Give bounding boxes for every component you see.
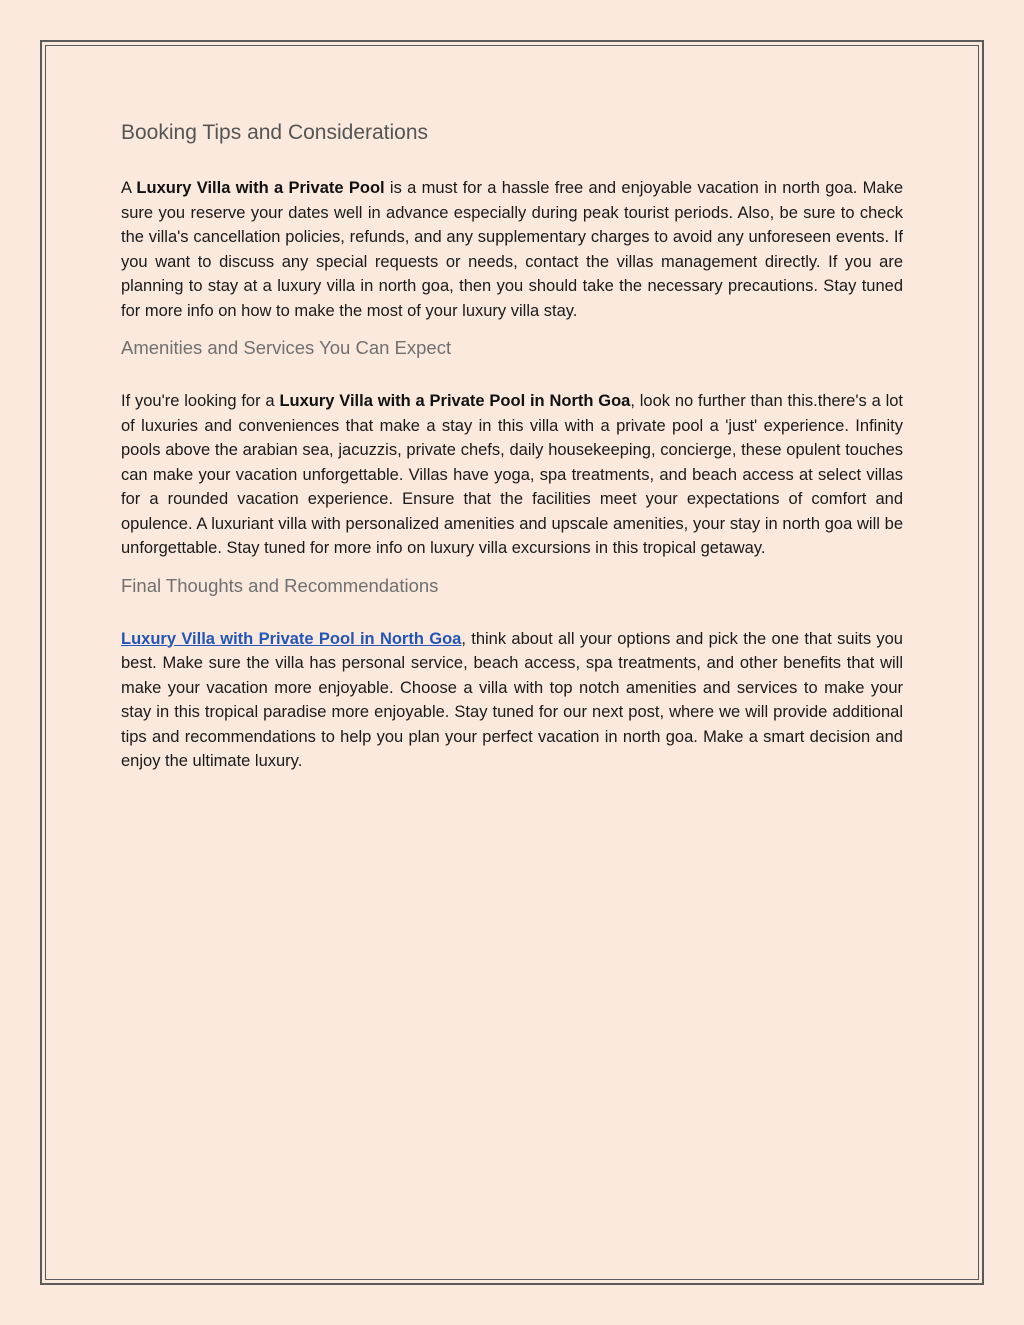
- bold-keyword: Luxury Villa with a Private Pool: [136, 179, 385, 197]
- paragraph-amenities: [121, 389, 903, 561]
- paragraph-text: , look no further than this.there's a lot of luxuries and conveniences that make a stay in this villa with a private pool a 'just' experience. Infinity pools above the arabian sea, jacuzzis, private chefs, daily housekeeping, concierge, these opulent touches can make your vacation unforgettable. Villas have yoga, spa treatments, and beach access at select villas for a rounded vacation experience. Ensure that the facilities meet your expectations of comfort and opulence. A luxuriant villa with personalized amenities and upscale amenities, your stay in north goa will be unforgettable. Stay tuned for more info on luxury villa excursions in this tropical getaway.: [121, 392, 903, 557]
- section-heading-amenities: Amenities and Services You Can Expect: [121, 337, 452, 358]
- paragraph-text: A: [121, 179, 137, 197]
- paragraph-booking-tips: [121, 176, 903, 323]
- bold-keyword: Luxury Villa with a Private Pool in North Goa: [279, 392, 631, 410]
- paragraph-text: If you're looking for a: [121, 392, 280, 410]
- paragraph-text: is a must for a hassle free and enjoyable vacation in north goa. Make sure you reserve your dates well in advance especially during peak tourist periods. Also, be sure to check the villa's cancellation policies, refunds, and any supplementary charges to avoid any unforeseen events. If you want to discuss any special requests or needs, contact the villas management directly. If you are planning to stay at a luxury villa in north goa, then you should take the necessary precautions. Stay tuned for more info on how to make the most of your luxury villa stay.: [121, 179, 903, 320]
- villa-link[interactable]: Luxury Villa with Private Pool in North Goa: [121, 629, 462, 648]
- paragraph-text: , think about all your options and pick the one that suits you best. Make sure the villa has personal service, beach access, spa treatments, and other benefits that will make your vacation more enjoyable. Choose a villa with top notch amenities and services to make your stay in this tropical paradise more enjoyable. Stay tuned for our next post, where we will provide additional tips and recommendations to help you plan your perfect vacation in north goa. Make a smart decision and enjoy the ultimate luxury.: [121, 629, 903, 770]
- section-heading-final-thoughts: Final Thoughts and Recommendations: [121, 574, 439, 596]
- document-body: [121, 118, 903, 774]
- paragraph-final-thoughts: [121, 627, 903, 774]
- section-heading-booking-tips: Booking Tips and Considerations: [121, 121, 429, 144]
